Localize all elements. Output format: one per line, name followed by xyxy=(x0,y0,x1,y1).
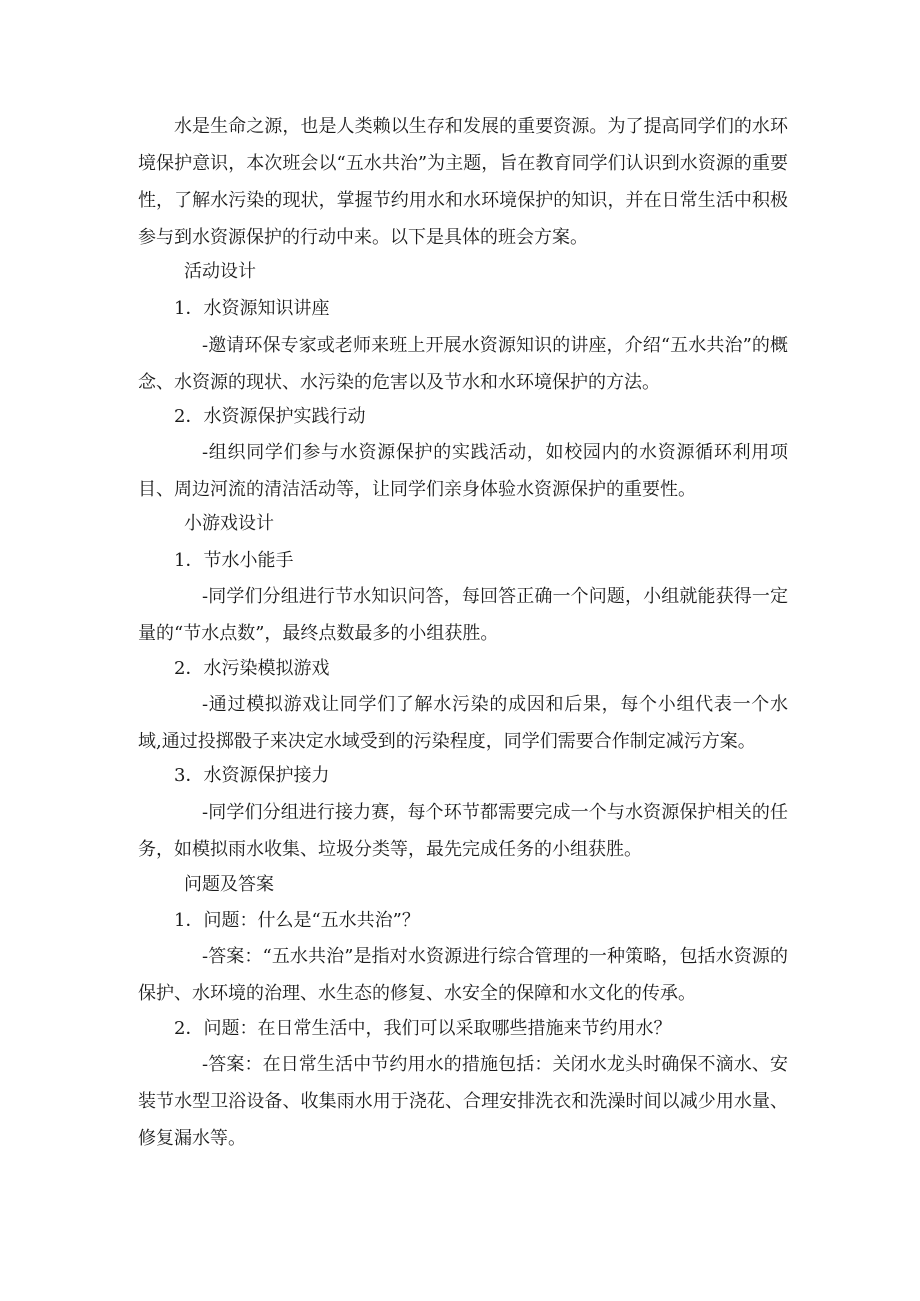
question-title: 2．问题：在日常生活中，我们可以采取哪些措施来节约用水？ xyxy=(174,1018,672,1039)
item-description: -邀请环保专家或老师来班上开展水资源知识的讲座，介绍“五水共治”的概念、水资源的现状、水污染的危害以及节水和水环境保护的方法。 xyxy=(138,335,788,393)
item-description: -同学们分组进行接力赛，每个环节都需要完成一个与水资源保护相关的任务，如模拟雨水收集、垃圾分类等，最先完成任务的小组获胜。 xyxy=(138,802,788,860)
question-title: 1．问题：什么是“五水共治”？ xyxy=(174,910,420,931)
item-title: 2．水污染模拟游戏 xyxy=(174,658,330,679)
item-title: 1．水资源知识讲座 xyxy=(174,298,330,319)
answer-text: -答案：在日常生活中节约用水的措施包括：关闭水龙头时确保不滴水、安装节水型卫浴设备、收集雨水用于浇花、合理安排洗衣和洗澡时间以减少用水量、修复漏水等。 xyxy=(138,1054,788,1149)
answer-text: -答案：“五水共治”是指对水资源进行综合管理的一种策略，包括水资源的保护、水环境的治理、水生态的修复、水安全的保障和水文化的传承。 xyxy=(138,946,788,1004)
item-description: -组织同学们参与水资源保护的实践活动，如校园内的水资源循环利用项目、周边河流的清洁活动等，让同学们亲身体验水资源保护的重要性。 xyxy=(138,442,788,500)
section-heading-qa: 问题及答案 xyxy=(184,874,274,895)
item-title: 2．水资源保护实践行动 xyxy=(174,406,366,427)
item-description: -同学们分组进行节水知识问答，每回答正确一个问题，小组就能获得一定量的“节水点数”，最终点数最多的小组获胜。 xyxy=(138,586,788,644)
section-heading-games: 小游戏设计 xyxy=(184,513,274,534)
section-heading-activity: 活动设计 xyxy=(184,261,256,282)
item-description: -通过模拟游戏让同学们了解水污染的成因和后果，每个小组代表一个水域,通过投掷骰子来决定水域受到的污染程度，同学们需要合作制定减污方案。 xyxy=(138,694,788,752)
intro-paragraph: 水是生命之源，也是人类赖以生存和发展的重要资源。为了提高同学们的水环境保护意识，本次班会以“五水共治”为主题，旨在教育同学们认识到水资源的重要性，了解水污染的现状，掌握节约用水和水环境保护的知识，并在日常生活中积极参与到水资源保护的行动中来。以下是具体的班会方案。 xyxy=(138,116,788,248)
item-title: 1．节水小能手 xyxy=(174,550,294,571)
item-title: 3．水资源保护接力 xyxy=(174,765,330,786)
